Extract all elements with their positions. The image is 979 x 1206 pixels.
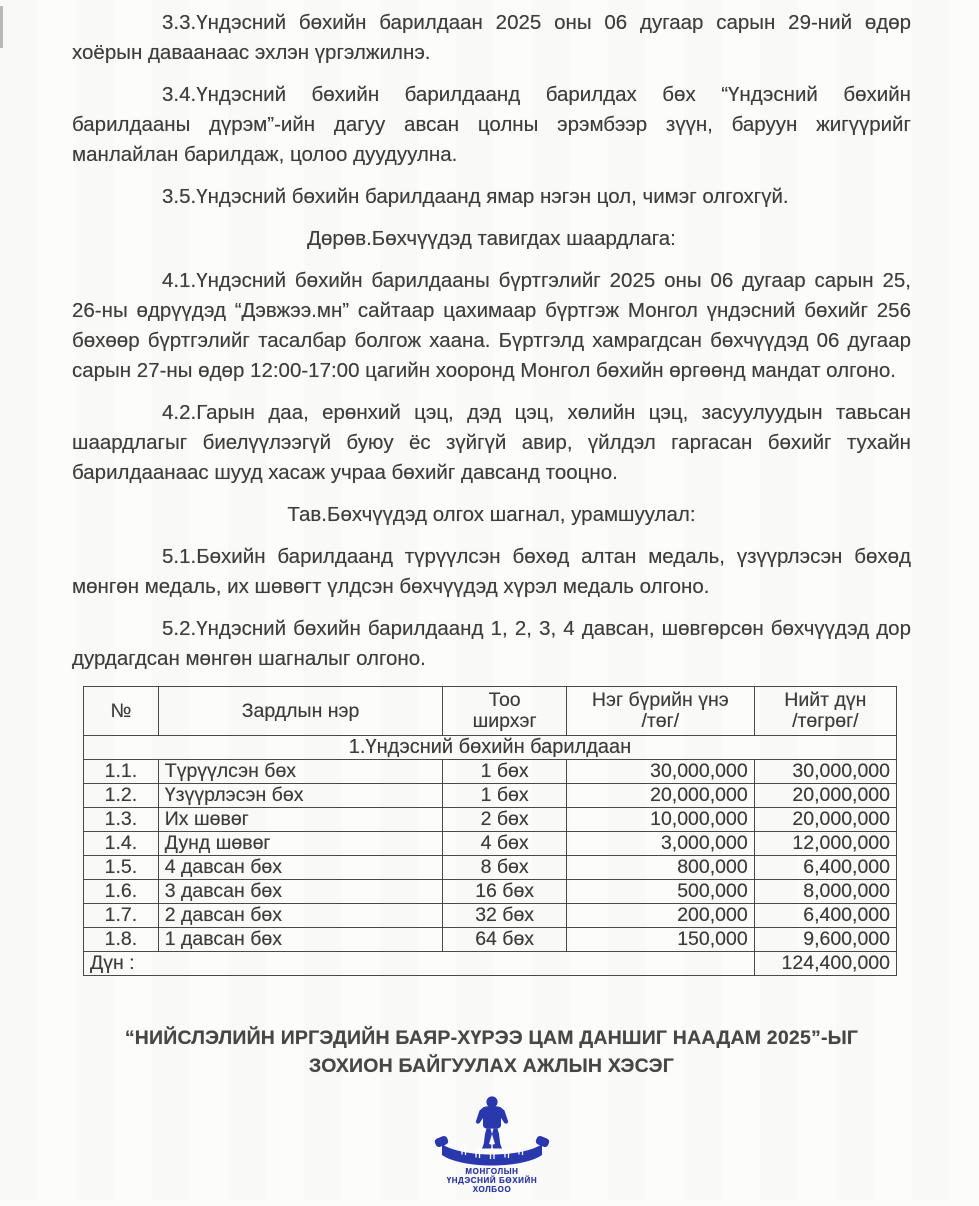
prize-table xyxy=(83,686,897,976)
row-name: Түрүүлсэн бөх xyxy=(158,760,443,784)
wrestler-body-icon xyxy=(475,1106,507,1129)
col-header-no xyxy=(84,687,159,736)
col-header-unit-price xyxy=(566,687,754,736)
total-value: 124,400,000 xyxy=(754,952,896,976)
signature-line2: ЗОХИОН БАЙГУУЛАХ АЖЛЫН ХЭСЭГ xyxy=(309,1055,674,1077)
row-name: Дунд шөвөг xyxy=(158,832,443,856)
row-total: 9,600,000 xyxy=(754,928,896,952)
paragraph-3-4: 3.4.Үндэсний бөхийн барилдаанд барилдах бөх “Үндэсний бөхийн барилдааны дүрэм”-ийн дагуу авсан цолны эрэмбээр зүүн, баруун жигүүрийг манлайлан барилдаж, цолоо дуудуулна. xyxy=(72,83,911,166)
row-total: 6,400,000 xyxy=(754,904,896,928)
total-label: Дүн : xyxy=(84,952,755,976)
row-total: 20,000,000 xyxy=(754,808,896,832)
table-row xyxy=(84,880,897,904)
banner-right-scroll-icon xyxy=(534,1135,549,1148)
row-no: 1.3. xyxy=(84,808,159,832)
table-section-row xyxy=(84,736,897,760)
row-total: 8,000,000 xyxy=(754,880,896,904)
row-total: 20,000,000 xyxy=(754,784,896,808)
row-no: 1.4. xyxy=(84,832,159,856)
col-header-no-line1: № xyxy=(110,699,132,722)
paragraph-5-2: 5.2.Үндэсний бөхийн барилдаанд 1, 2, 3, 4 давсан, шөвгөрсөн бөхчүүдэд дор дурдагдсан мөнгөн шагналыг олгоно. xyxy=(72,617,911,670)
row-qty: 2 бөх xyxy=(443,808,567,832)
row-total: 6,400,000 xyxy=(754,856,896,880)
paragraph-4-1: 4.1.Үндэсний бөхийн барилдааны бүртгэлийг 2025 оны 06 дугаар сарын 25, 26-ны өдрүүдэд “Дэвжээ.мн” сайтаар цахимаар бүртгэж Монгол үндэсний бөхийг 256 бөхөөр бүртгэлийг тасалбар болгож хаана. Бүртгэлд хамрагдсан бөхчүүдэд 06 дугаар сарын 27-ны өдөр 12:00-17:00 цагийн хооронд Монгол бөхийн өргөөнд мандат олгоно. xyxy=(72,269,911,382)
logo-org-line2: ҮНДЭСНИЙ БӨХИЙН xyxy=(446,1176,537,1185)
col-header-total-line1: Нийт дүн xyxy=(784,689,867,711)
row-name: 2 давсан бөх xyxy=(158,904,443,928)
table-row xyxy=(84,856,897,880)
paragraph-4-2: 4.2.Гарын даа, ерөнхий цэц, дэд цэц, хөлийн цэц, засуулуудын тавьсан шаардлагыг биелүүлээгүй буюу ёс зүйгүй авир, үйлдэл гаргасан бөхийг тухайн барилдаанаас шууд хасаж учраа бөхийг давсанд тооцно. xyxy=(72,401,911,484)
row-name: 1 давсан бөх xyxy=(158,928,443,952)
row-total: 30,000,000 xyxy=(754,760,896,784)
table-row xyxy=(84,928,897,952)
row-qty: 1 бөх xyxy=(443,760,567,784)
table-row xyxy=(84,808,897,832)
table-total-row xyxy=(84,952,897,976)
paragraph-5-1: 5.1.Бөхийн барилдаанд түрүүлсэн бөхөд алтан медаль, үзүүрлэсэн бөхөд мөнгөн медаль, их шөвөгт үлдсэн бөхчүүдэд хүрэл медаль олгоно. xyxy=(72,545,911,598)
table-row xyxy=(84,784,897,808)
row-unit-price: 3,000,000 xyxy=(566,832,754,856)
row-qty: 4 бөх xyxy=(443,832,567,856)
row-name: 4 давсан бөх xyxy=(158,856,443,880)
banner-script-dot-icon xyxy=(462,1143,464,1145)
row-unit-price: 800,000 xyxy=(566,856,754,880)
organizing-committee-signature xyxy=(72,1024,911,1080)
logo-org-line1: МОНГОЛЫН xyxy=(464,1167,519,1176)
section-heading-four: Дөрөв.Бөхчүүдэд тавигдах шаардлага: xyxy=(307,227,676,250)
banner-ribbon-icon xyxy=(442,1144,542,1166)
row-unit-price: 30,000,000 xyxy=(566,760,754,784)
col-header-name-line1: Зардлын нэр xyxy=(241,699,360,722)
wrestler-head-icon xyxy=(486,1096,497,1107)
col-header-unit-price-line2: /төг/ xyxy=(641,710,680,732)
banner-script-dot-icon xyxy=(519,1143,521,1145)
col-header-name xyxy=(158,687,443,736)
row-qty: 16 бөх xyxy=(443,880,567,904)
row-no: 1.5. xyxy=(84,856,159,880)
row-total: 12,000,000 xyxy=(754,832,896,856)
row-qty: 32 бөх xyxy=(443,904,567,928)
row-no: 1.7. xyxy=(84,904,159,928)
col-header-qty-line2: ширхэг xyxy=(472,710,537,732)
mongolian-wrestling-federation-logo-icon xyxy=(434,1094,550,1206)
wrestler-legs-icon xyxy=(482,1129,502,1149)
banner-script-dot-icon xyxy=(491,1148,493,1150)
signature-line1: “НИЙСЛЭЛИЙН ИРГЭДИЙН БАЯР-ХҮРЭЭ ЦАМ ДАНШИГ НААДАМ 2025”-ЫГ xyxy=(124,1027,859,1049)
row-name: 3 давсан бөх xyxy=(158,880,443,904)
row-name: Үзүүрлэсэн бөх xyxy=(158,784,443,808)
table-header-row xyxy=(84,687,897,736)
row-unit-price: 200,000 xyxy=(566,904,754,928)
section-heading-five: Тав.Бөхчүүдэд олгох шагнал, урамшуулал: xyxy=(287,503,696,526)
row-no: 1.1. xyxy=(84,760,159,784)
row-unit-price: 20,000,000 xyxy=(566,784,754,808)
col-header-unit-price-line1: Нэг бүрийн үнэ xyxy=(591,689,729,711)
table-row xyxy=(84,904,897,928)
row-unit-price: 150,000 xyxy=(566,928,754,952)
row-no: 1.8. xyxy=(84,928,159,952)
table-row xyxy=(84,832,897,856)
row-qty: 1 бөх xyxy=(443,784,567,808)
table-row xyxy=(84,760,897,784)
paragraph-3-3: 3.3.Үндэсний бөхийн барилдаан 2025 оны 06 дугаар сарын 29-ний өдөр хоёрын даваанаас эхлэн үргэлжилнэ. xyxy=(72,11,911,64)
row-name: Их шөвөг xyxy=(158,808,443,832)
row-no: 1.6. xyxy=(84,880,159,904)
logo-container xyxy=(72,1094,911,1206)
row-unit-price: 10,000,000 xyxy=(566,808,754,832)
row-qty: 8 бөх xyxy=(443,856,567,880)
row-qty: 64 бөх xyxy=(443,928,567,952)
row-no: 1.2. xyxy=(84,784,159,808)
col-header-total-line2: /төгрөг/ xyxy=(792,710,859,732)
col-header-qty xyxy=(443,687,567,736)
table-section-title: 1.Үндэсний бөхийн барилдаан xyxy=(84,736,897,760)
col-header-qty-line1: Тоо xyxy=(488,689,521,711)
paragraph-3-5: 3.5.Үндэсний бөхийн барилдаанд ямар нэгэн цол, чимэг олгохгүй. xyxy=(162,185,789,208)
logo-org-line3: ХОЛБОО xyxy=(472,1185,511,1194)
banner-left-scroll-icon xyxy=(434,1135,449,1148)
col-header-total xyxy=(754,687,896,736)
row-unit-price: 500,000 xyxy=(566,880,754,904)
